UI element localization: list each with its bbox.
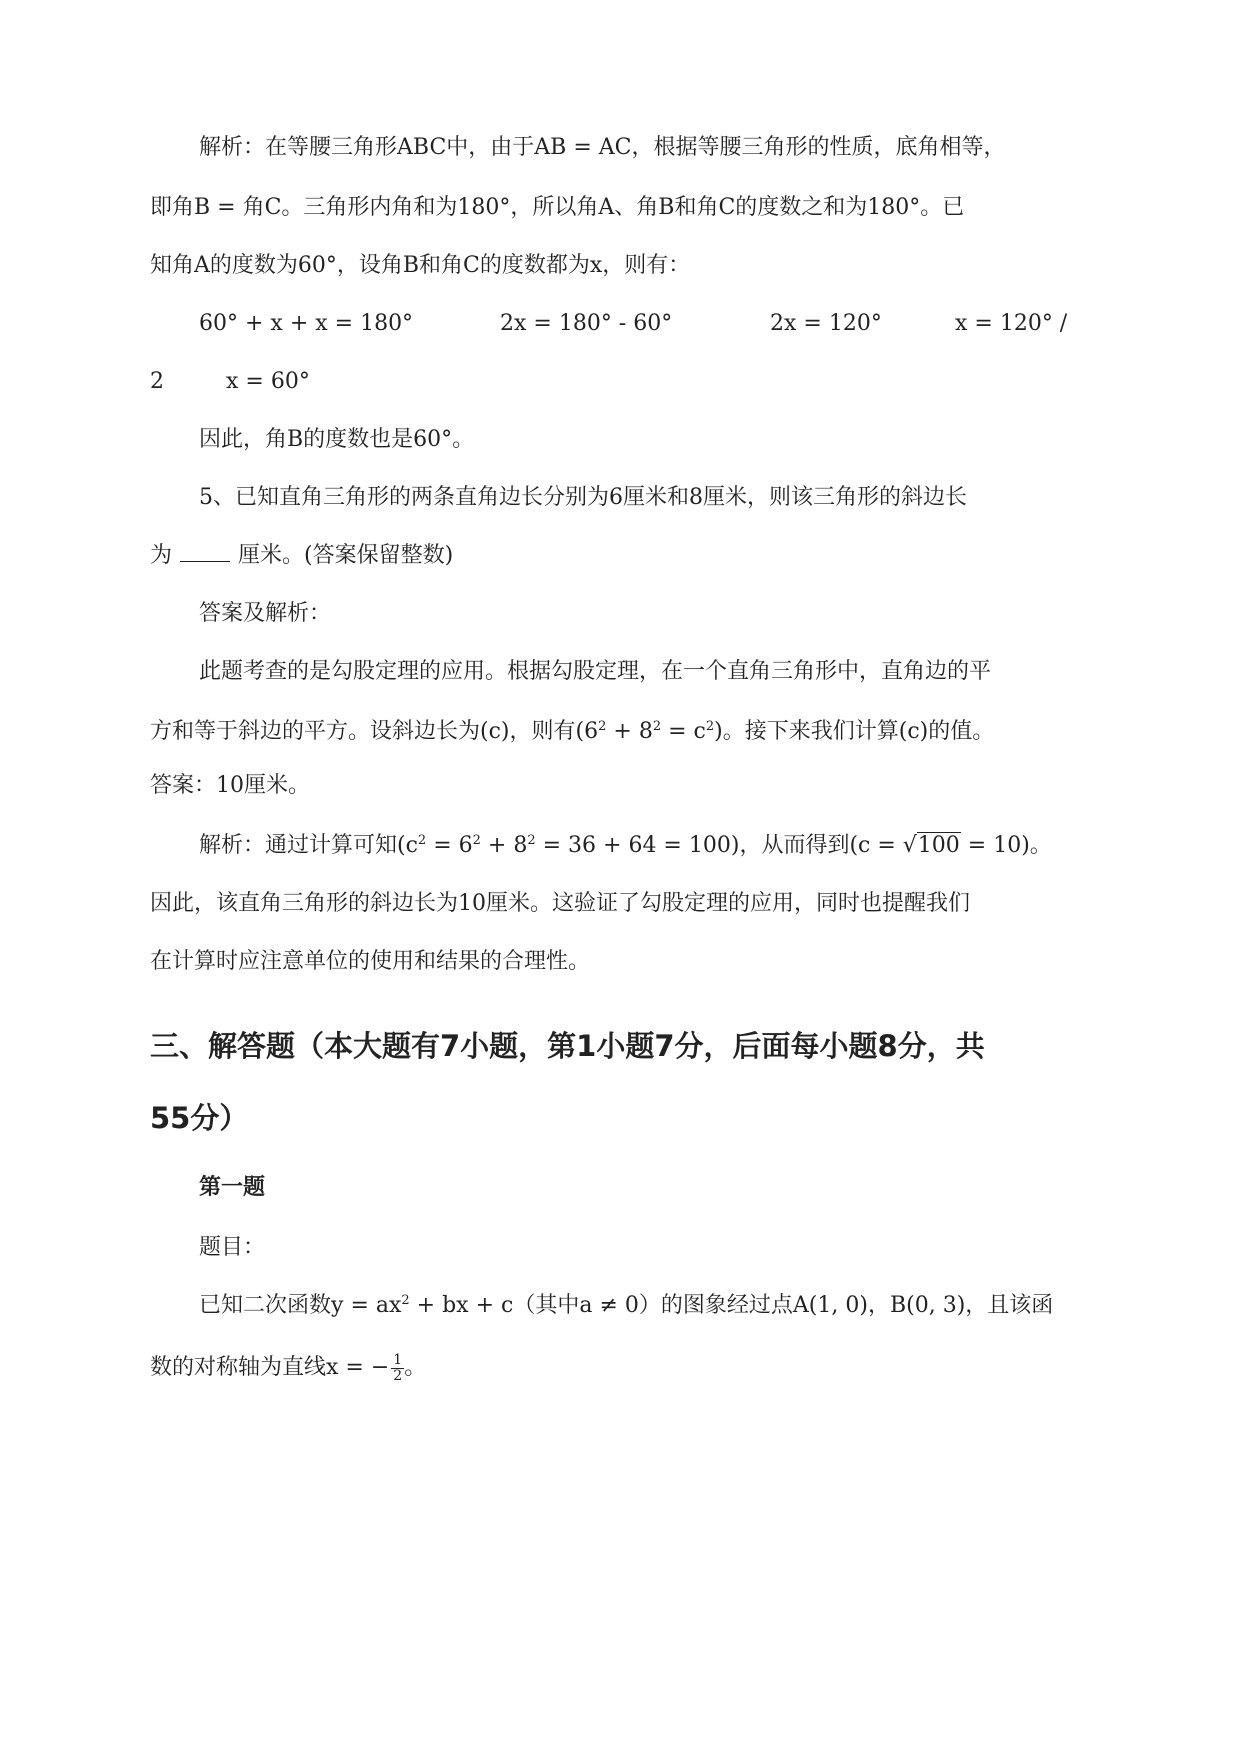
answer-label: 答案及解析：	[199, 601, 332, 626]
calculation-equation	[397, 833, 739, 858]
analysis-conclusion: 因此，角B的度数也是60°。	[199, 427, 475, 452]
q1-text: 已知二次函数	[199, 1293, 332, 1318]
question-1-title: 第一题	[199, 1175, 266, 1200]
analysis-line-3: 知角A的度数为60°，设角B和角C的度数都为x，则有：	[150, 253, 691, 278]
section-heading-line-2: 55分）	[150, 1101, 249, 1135]
calculation-middle: ，从而得到	[739, 833, 850, 858]
question-5-line-1: 5、已知直角三角形的两条直角边长分别为6厘米和8厘米，则该三角形的斜边长	[199, 485, 967, 510]
eq-part: + 8	[480, 833, 528, 858]
analysis-continued-2: 在计算时应注意单位的使用和结果的合理性。	[150, 949, 591, 974]
eq-part: )	[714, 719, 723, 744]
fraction	[391, 1353, 404, 1384]
q1-text: 。	[404, 1355, 427, 1380]
exponent: 2	[598, 719, 607, 734]
fraction-denominator: 2	[393, 1367, 403, 1384]
eq-part: (c = √	[849, 833, 917, 858]
analysis-line-1: 解析：在等腰三角形ABC中，由于AB = AC，根据等腰三角形的性质，底角相等，	[199, 135, 1006, 160]
equation-step-4: x = 120° /	[955, 311, 1068, 336]
point-b: B(0, 3)	[889, 1293, 966, 1318]
explanation-text-end: 的值。	[928, 719, 995, 744]
question-5-line-2	[150, 540, 1090, 572]
answer-blank	[180, 541, 230, 562]
exponent: 2	[527, 833, 536, 848]
eq-part: + bx + c	[409, 1293, 514, 1318]
exponent: 2	[401, 1293, 410, 1308]
exponent: 2	[705, 719, 715, 734]
condition: a ≠ 0	[579, 1293, 639, 1318]
equation-step-4-continued: 2	[150, 369, 164, 394]
equation-step-5: x = 60°	[226, 369, 310, 394]
question-1-line-2	[150, 1352, 1090, 1384]
eq-part: = 36 + 64 = 100)	[535, 833, 740, 858]
eq-part: + 8	[606, 719, 653, 744]
explanation-text-b: ，则有	[509, 719, 576, 744]
question-5-prefix: 为	[150, 543, 173, 568]
calculation-line	[199, 830, 1139, 862]
eq-part: (6	[575, 719, 599, 744]
explanation-text-a: 方和等于斜边的平方。设斜边长为	[150, 719, 481, 744]
q1-text: ，	[867, 1293, 890, 1318]
sqrt-equation	[849, 832, 1029, 858]
equation-step-3: 2x = 120°	[770, 311, 882, 336]
variable-c: (c)	[480, 719, 510, 744]
axis-equation: x = −	[326, 1355, 390, 1380]
explanation-line-2	[150, 716, 1090, 748]
eq-part: = 10)	[960, 833, 1030, 858]
variable-c: (c)	[898, 719, 929, 744]
quadratic-function	[331, 1293, 513, 1318]
q1-text: ）的图象经过点	[638, 1293, 793, 1318]
exponent: 2	[652, 719, 662, 734]
explanation-text-c: 。接下来我们计算	[722, 719, 899, 744]
eq-part: = c	[661, 719, 706, 744]
exponent: 2	[472, 833, 481, 848]
exponent: 2	[417, 833, 427, 848]
fraction-numerator: 1	[393, 1351, 403, 1368]
calculation-prefix: 解析：通过计算可知	[199, 833, 398, 858]
question-1-line-1	[199, 1290, 1139, 1322]
q1-text: 数的对称轴为直线	[150, 1355, 327, 1380]
q1-text: ，且该函	[965, 1293, 1054, 1318]
analysis-continued-1: 因此，该直角三角形的斜边长为10厘米。这验证了勾股定理的应用，同时也提醒我们	[150, 891, 970, 916]
question-5-suffix: 厘米。(答案保留整数)	[238, 543, 454, 568]
eq-part: y = ax	[331, 1293, 402, 1318]
explanation-line-1: 此题考查的是勾股定理的应用。根据勾股定理，在一个直角三角形中，直角边的平	[199, 659, 992, 684]
radicand: 100	[917, 833, 960, 858]
q1-text: （其中	[513, 1293, 580, 1318]
eq-part: (c	[397, 833, 418, 858]
analysis-line-2: 即角B = 角C。三角形内角和为180°，所以角A、角B和角C的度数之和为180°。已	[150, 195, 965, 220]
pythagorean-equation	[576, 719, 723, 744]
calculation-end: 。	[1029, 833, 1052, 858]
question-1-label: 题目：	[199, 1235, 266, 1260]
equation-step-1: 60° + x + x = 180°	[199, 311, 414, 336]
answer-line: 答案：10厘米。	[150, 773, 310, 798]
point-a: A(1, 0)	[792, 1293, 868, 1318]
equation-step-2: 2x = 180° - 60°	[500, 311, 673, 336]
section-heading-line-1: 三、解答题（本大题有7小题，第1小题7分，后面每小题8分，共	[150, 1029, 985, 1063]
eq-part: = 6	[426, 833, 473, 858]
